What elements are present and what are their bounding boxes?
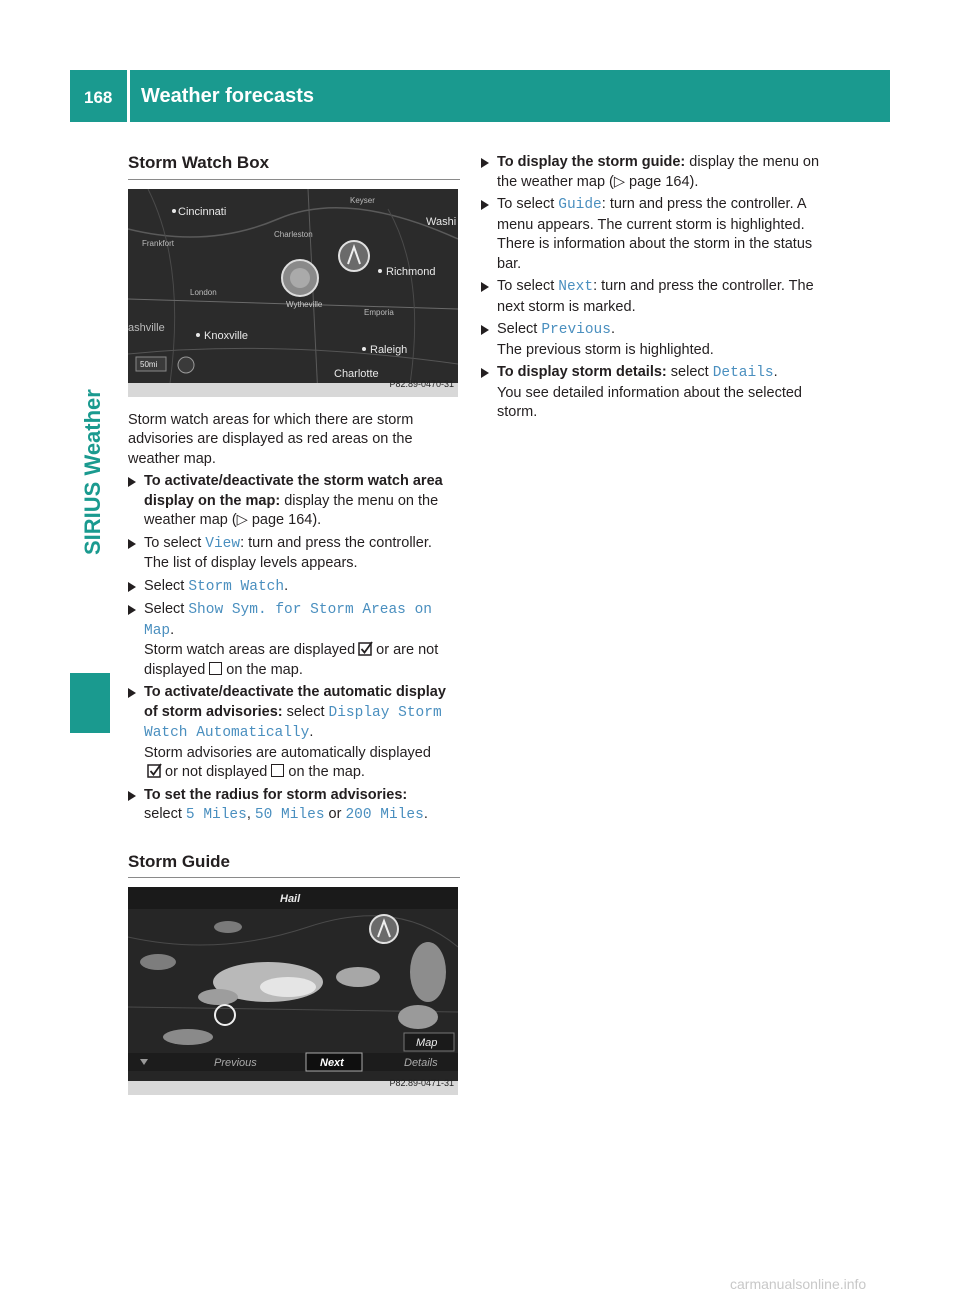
step-text: : turn and press the controller. The list of display levels appears.	[144, 534, 432, 571]
city-label: Raleigh	[370, 343, 408, 356]
step-select-guide	[481, 195, 821, 274]
step-arrow-icon	[128, 688, 136, 698]
menu-item-code: Next	[558, 279, 594, 295]
city-label: Washi	[426, 215, 457, 228]
page-header	[70, 70, 890, 122]
step-arrow-icon	[481, 282, 489, 292]
step-text: Select	[497, 321, 542, 337]
step-bold: To display the storm guide:	[497, 154, 686, 170]
city-label: Charlotte	[334, 367, 379, 380]
menu-item-code: 5 Miles	[185, 807, 247, 823]
menu-item-code: Show Sym. for Storm Areas on Map	[144, 602, 432, 639]
checkbox-checked-icon	[358, 641, 373, 656]
step-text: Select	[144, 577, 189, 594]
page-title: Weather forecasts	[141, 85, 315, 107]
step-text: Select	[144, 601, 189, 617]
storm-watch-map	[128, 189, 458, 397]
menu-item-code: Details	[712, 365, 774, 381]
city-label: Keyser	[350, 195, 375, 205]
step-select-show-sym	[128, 600, 460, 680]
step-text: display the menu on the weather map (▷ page 164).	[144, 492, 439, 528]
step-text: select	[666, 364, 713, 380]
checkbox-checked-icon	[147, 763, 162, 778]
left-column	[128, 150, 460, 1095]
city-label: Charleston	[274, 229, 313, 239]
figure-title: Hail	[280, 893, 301, 905]
step-text: To select	[144, 534, 206, 551]
storm-guide-heading: Storm Guide	[128, 852, 460, 879]
step-select-storm-watch	[128, 577, 460, 598]
step-select-view	[128, 534, 460, 574]
map-scale-label: 50mi	[140, 359, 158, 369]
step-arrow-icon	[481, 200, 489, 210]
storm-guide-map	[128, 887, 458, 1095]
step-result: Storm watch areas are displayed	[144, 642, 356, 658]
city-label: Frankfort	[142, 238, 175, 248]
figure-code: P82.89-0471-31	[389, 1077, 454, 1088]
city-label: ashville	[128, 321, 165, 334]
map-button-label: Map	[416, 1037, 438, 1049]
checkbox-empty-icon	[209, 662, 222, 675]
step-display-storm-guide	[481, 153, 821, 192]
menu-item-previous: Previous	[214, 1057, 257, 1069]
step-arrow-icon	[481, 325, 489, 335]
figure-code: P82.89-0470-31	[389, 379, 454, 389]
step-text: or	[324, 806, 346, 822]
storm-watch-heading: Storm Watch Box	[128, 153, 460, 180]
step-text: display the menu on the weather map (▷ page 164).	[497, 154, 820, 190]
menu-item-next: Next	[320, 1057, 344, 1069]
step-arrow-icon	[481, 368, 489, 378]
side-section-label: SIRIUS Weather	[80, 389, 105, 555]
step-arrow-icon	[128, 539, 136, 549]
step-text: .	[170, 621, 175, 638]
step-arrow-icon	[128, 605, 136, 615]
menu-item-code: 50 Miles	[254, 807, 325, 823]
step-select-previous	[481, 320, 821, 360]
step-arrow-icon	[128, 791, 136, 801]
header-divider	[127, 70, 130, 122]
step-text: .	[284, 577, 289, 594]
step-activate-storm-watch	[128, 472, 460, 531]
city-label: Knoxville	[204, 329, 249, 342]
page-number: 168	[84, 88, 113, 107]
step-text: select	[282, 703, 329, 720]
step-text: select	[144, 806, 186, 822]
step-select-next	[481, 277, 821, 317]
step-text: To select	[497, 278, 559, 294]
city-label: Wytheville	[286, 299, 323, 309]
step-bold: To activate/deactivate the storm watch area display on the map:	[144, 473, 443, 509]
storm-guide-figure	[128, 887, 458, 1095]
step-auto-display	[128, 683, 460, 783]
menu-item-code: Storm Watch	[188, 578, 285, 595]
right-column	[481, 150, 821, 423]
step-text: ,	[246, 806, 255, 822]
step-arrow-icon	[128, 477, 136, 487]
step-result: or not displayed	[165, 764, 268, 780]
step-bold: To set the radius for storm advisories:	[144, 786, 408, 803]
step-arrow-icon	[481, 158, 489, 168]
storm-watch-intro: Storm watch areas for which there are storm advisories are displayed as red areas on the weather map.	[128, 411, 414, 467]
city-label: Emporia	[364, 307, 394, 317]
step-text: .	[610, 321, 615, 337]
menu-item-code: 200 Miles	[345, 807, 424, 823]
step-text: To select	[497, 196, 559, 212]
step-bold: To activate/deactivate the automatic display of storm advisories:	[144, 684, 446, 720]
storm-watch-figure	[128, 189, 458, 397]
step-result: on the map.	[226, 661, 303, 678]
step-arrow-icon	[128, 582, 136, 592]
footer-watermark: carmanualsonline.info	[730, 1276, 867, 1292]
step-result: or are not displayed	[144, 642, 439, 678]
step-text: .	[309, 724, 314, 740]
step-result: on the map.	[288, 764, 365, 780]
city-label: Richmond	[386, 265, 436, 278]
step-text: : turn and press the controller. The next storm is marked.	[497, 278, 814, 315]
checkbox-empty-icon	[271, 764, 284, 777]
step-result: The previous storm is highlighted.	[497, 341, 714, 358]
step-bold: To display storm details:	[497, 364, 667, 380]
side-tab-block	[70, 673, 110, 733]
step-text: .	[423, 806, 428, 822]
step-result: Storm advisories are automatically displayed	[144, 744, 431, 761]
step-result: You see detailed information about the selected storm.	[497, 384, 802, 420]
city-label: Cincinnati	[178, 205, 227, 218]
step-set-radius	[128, 786, 460, 826]
menu-item-code: View	[205, 535, 241, 552]
menu-item-code: Display Storm Watch Automatically	[144, 704, 442, 741]
step-storm-details	[481, 363, 821, 423]
step-text: : turn and press the controller. A menu appears. The current storm is highlighted. There is information about the storm in the status bar.	[497, 196, 813, 272]
menu-item-code: Guide	[558, 197, 602, 213]
menu-item-code: Previous	[541, 322, 611, 338]
city-label: London	[190, 287, 217, 297]
menu-item-details: Details	[404, 1057, 438, 1069]
step-text: .	[773, 364, 778, 380]
